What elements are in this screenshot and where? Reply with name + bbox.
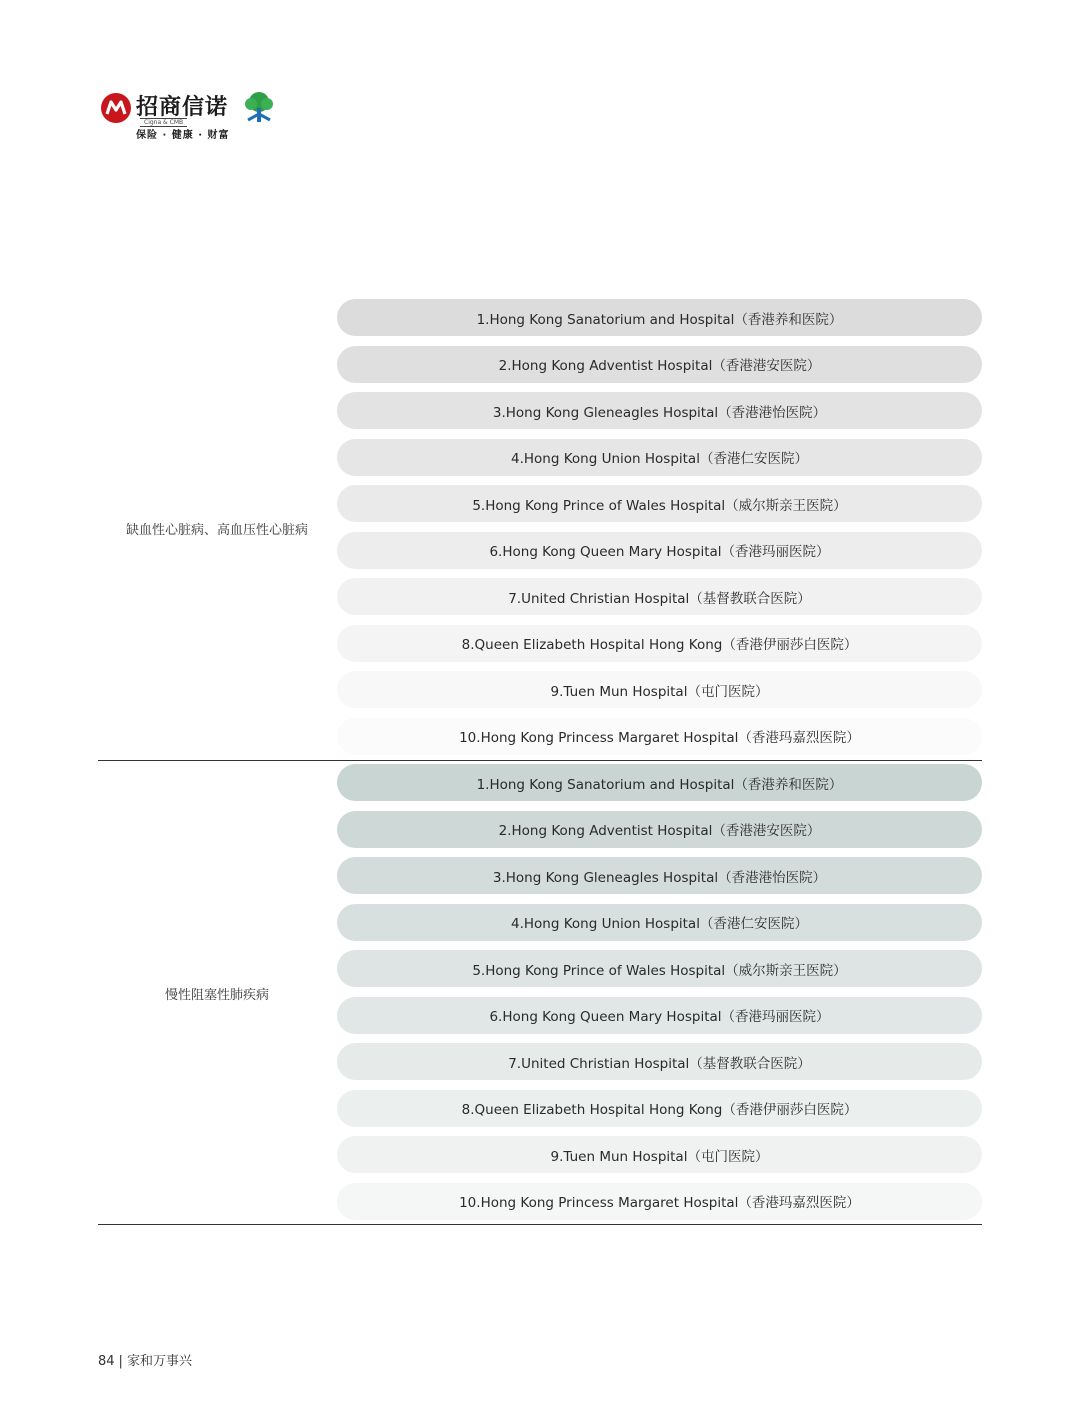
- hospital-row: 5.Hong Kong Prince of Wales Hospital（威尔斯亲王医院）: [337, 485, 982, 522]
- hospital-row: 8.Queen Elizabeth Hospital Hong Kong（香港伊丽莎白医院）: [337, 1090, 982, 1127]
- cmb-logo-icon: [100, 92, 132, 124]
- section-divider: [98, 760, 982, 761]
- section-divider: [98, 1224, 982, 1225]
- hospital-row: 4.Hong Kong Union Hospital（香港仁安医院）: [337, 904, 982, 941]
- disease-label: 慢性阻塞性肺疾病: [164, 988, 269, 1003]
- disease-section-heart: [98, 299, 982, 758]
- tree-icon: [242, 90, 276, 128]
- logo-english: Cigna & CMB: [140, 118, 187, 127]
- hospital-row: 9.Tuen Mun Hospital（屯门医院）: [337, 1136, 982, 1173]
- hospital-row: 7.United Christian Hospital（基督教联合医院）: [337, 578, 982, 615]
- hospital-row: 2.Hong Kong Adventist Hospital（香港港安医院）: [337, 346, 982, 383]
- logo-name: 招商信诺: [136, 95, 229, 120]
- hospital-row: 10.Hong Kong Princess Margaret Hospital（香港玛嘉烈医院）: [337, 718, 982, 755]
- hospital-row: 3.Hong Kong Gleneagles Hospital（香港港怡医院）: [337, 857, 982, 894]
- hospital-row: 5.Hong Kong Prince of Wales Hospital（威尔斯亲王医院）: [337, 950, 982, 987]
- page-footer: [98, 1350, 192, 1369]
- hospital-row: 2.Hong Kong Adventist Hospital（香港港安医院）: [337, 811, 982, 848]
- hospital-row: 3.Hong Kong Gleneagles Hospital（香港港怡医院）: [337, 392, 982, 429]
- disease-label: 缺血性心脏病、高血压性心脏病: [125, 523, 308, 538]
- hospital-row: 1.Hong Kong Sanatorium and Hospital（香港养和医院）: [337, 299, 982, 336]
- hospital-row: 10.Hong Kong Princess Margaret Hospital（香港玛嘉烈医院）: [337, 1183, 982, 1220]
- page-number: 84: [98, 1354, 115, 1369]
- brand-logo: [96, 86, 276, 146]
- hospital-row: 1.Hong Kong Sanatorium and Hospital（香港养和医院）: [337, 764, 982, 801]
- hospital-row: 8.Queen Elizabeth Hospital Hong Kong（香港伊丽莎白医院）: [337, 625, 982, 662]
- logo-tagline: 保险 · 健康 · 财富: [136, 130, 230, 141]
- hospital-row: 4.Hong Kong Union Hospital（香港仁安医院）: [337, 439, 982, 476]
- disease-section-copd: [98, 764, 982, 1223]
- hospital-row: 9.Tuen Mun Hospital（屯门医院）: [337, 671, 982, 708]
- footer-title: 家和万事兴: [126, 1354, 192, 1369]
- hospital-row: 7.United Christian Hospital（基督教联合医院）: [337, 1043, 982, 1080]
- hospital-row: 6.Hong Kong Queen Mary Hospital（香港玛丽医院）: [337, 532, 982, 569]
- footer-separator: |: [118, 1354, 123, 1369]
- hospital-row: 6.Hong Kong Queen Mary Hospital（香港玛丽医院）: [337, 997, 982, 1034]
